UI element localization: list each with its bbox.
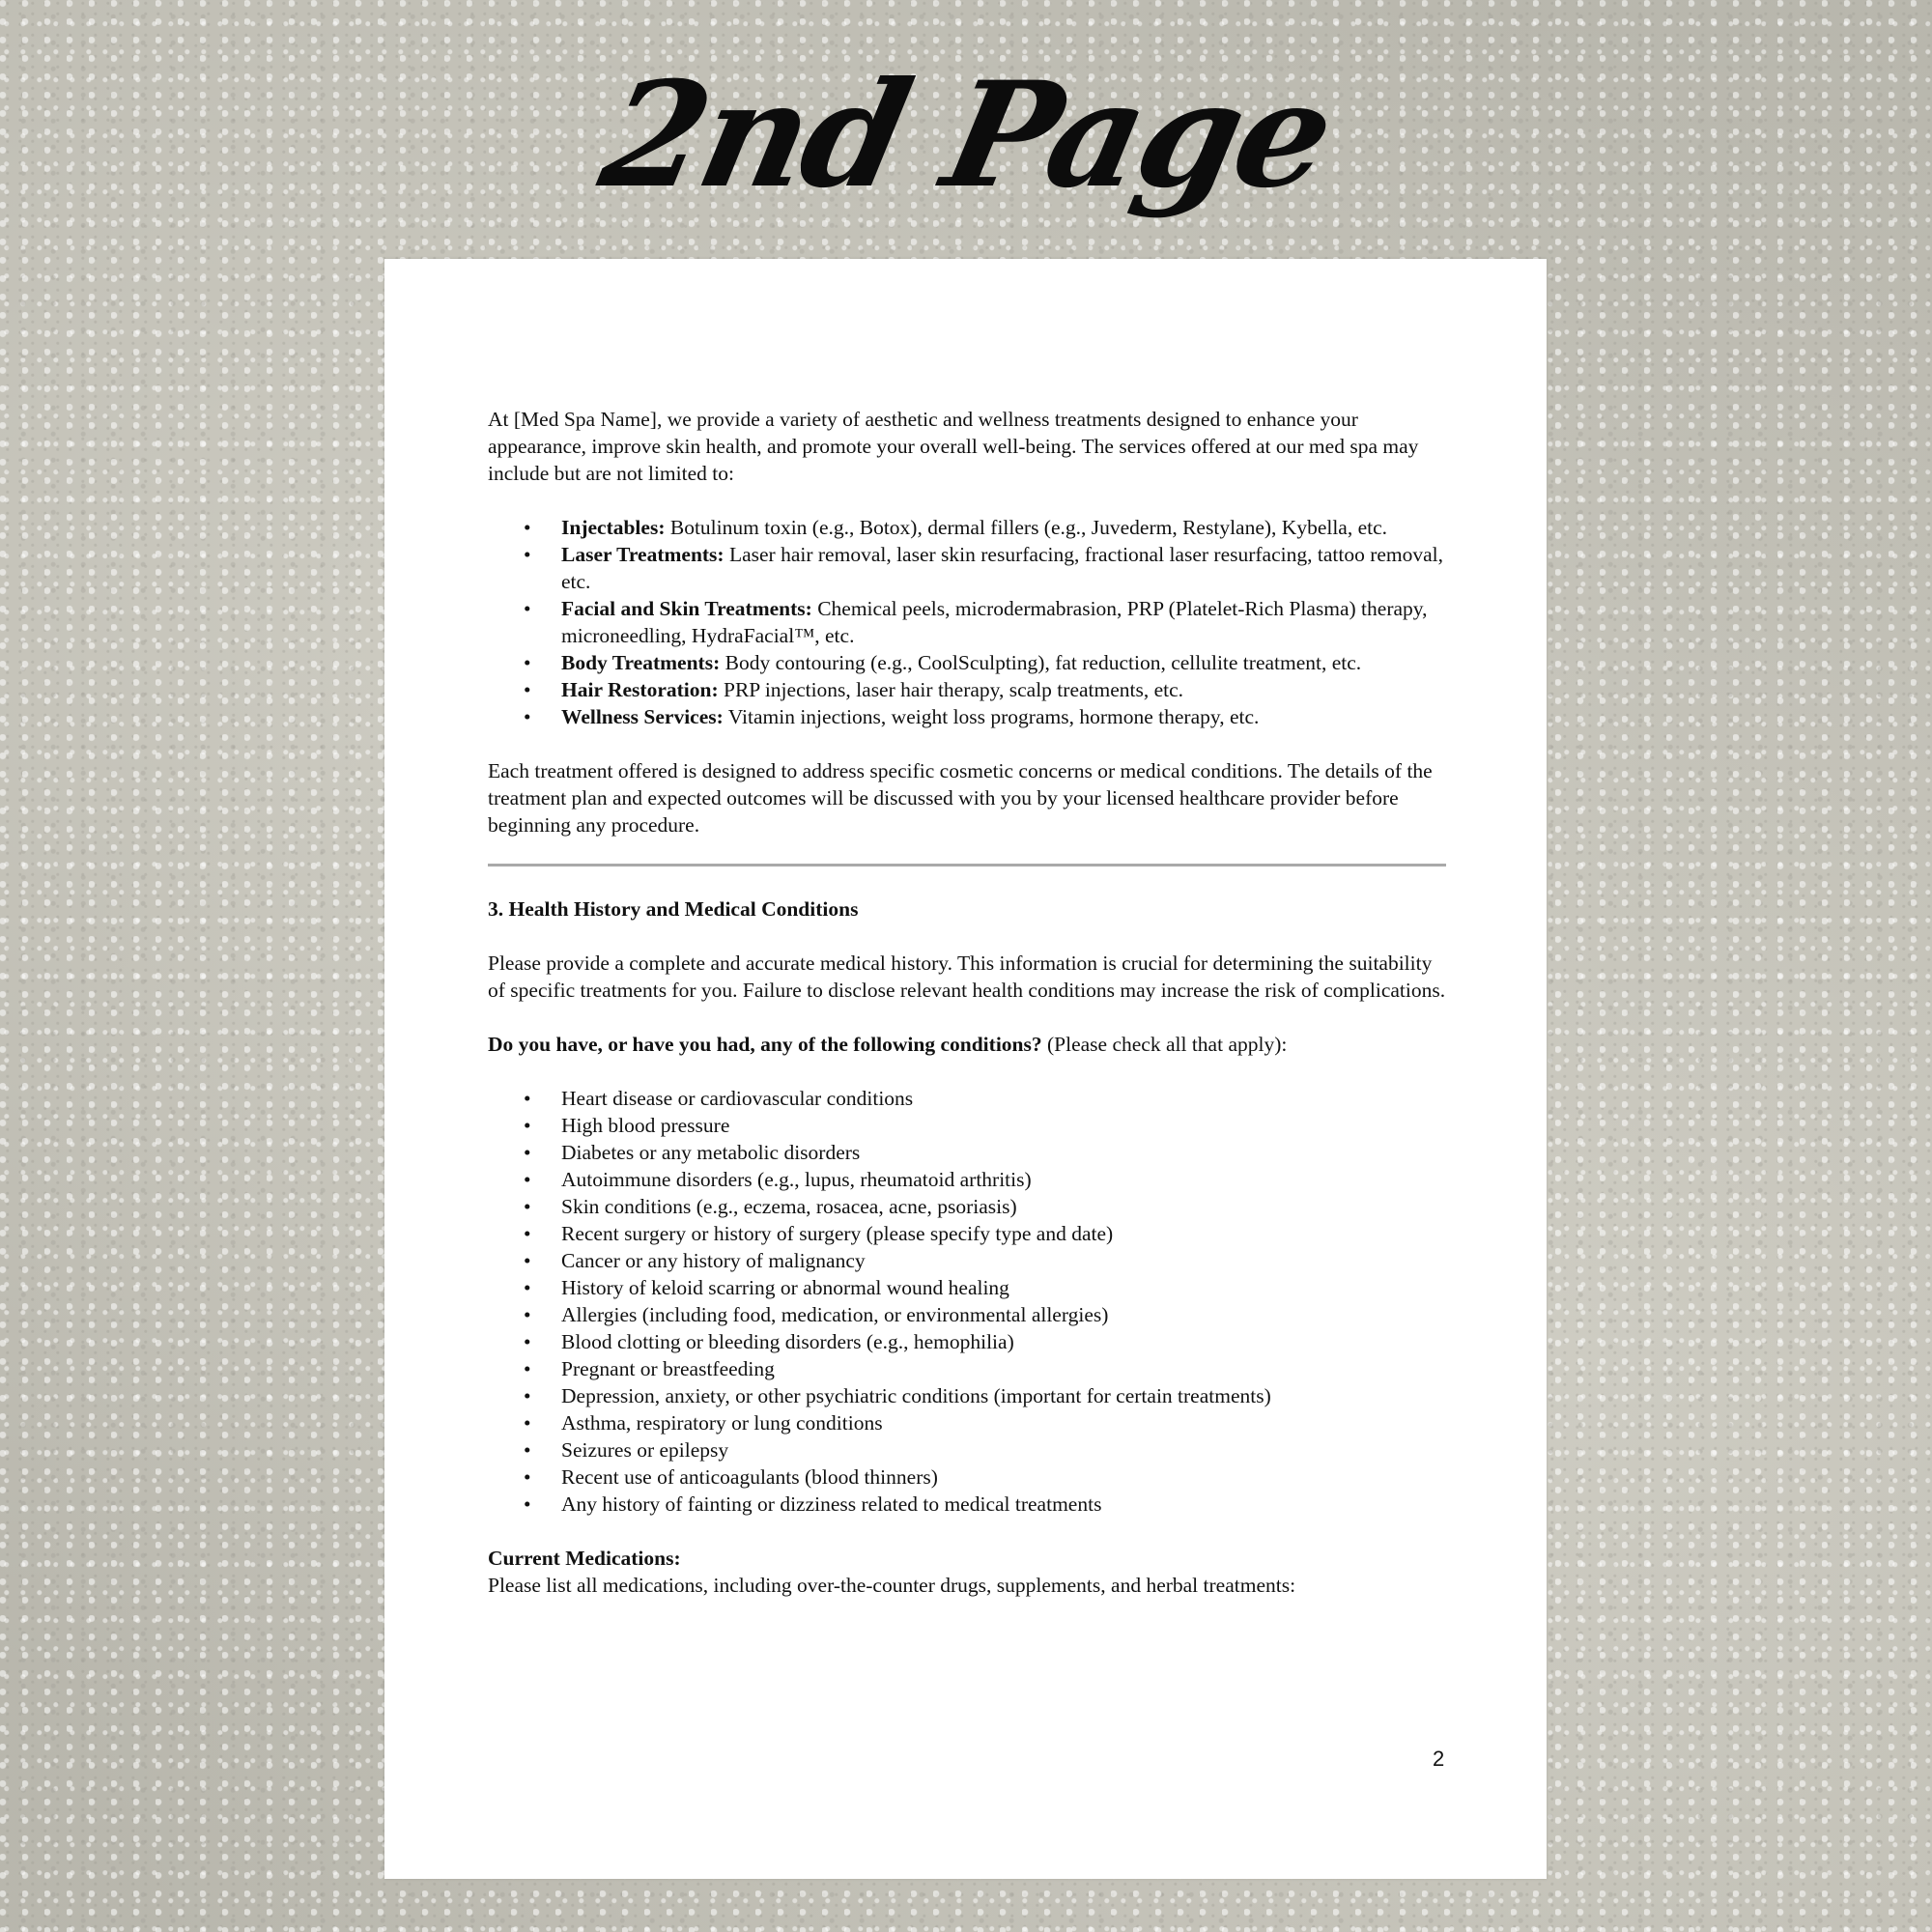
bullet-icon: •: [524, 1276, 531, 1299]
closing-paragraph: Each treatment offered is designed to address specific cosmetic concerns or medical conditions. The details of the treatment plan and expected outcomes will be discussed with you by your licensed healthcare provider before beginning any procedure.: [488, 759, 1433, 837]
condition-text: Seizures or epilepsy: [561, 1438, 729, 1462]
condition-text: Pregnant or breastfeeding: [561, 1357, 775, 1380]
service-label: Injectables:: [561, 516, 666, 539]
bullet-icon: •: [524, 597, 531, 620]
condition-item: [488, 1463, 1446, 1491]
condition-text: Recent use of anticoagulants (blood thinners): [561, 1465, 938, 1489]
condition-item: [488, 1220, 1446, 1247]
condition-text: Any history of fainting or dizziness related to medical treatments: [561, 1492, 1102, 1516]
condition-item: [488, 1355, 1446, 1382]
bullet-icon: •: [524, 1114, 531, 1137]
service-item: [488, 595, 1446, 649]
bullet-icon: •: [524, 1411, 531, 1435]
medications-title-text: Current Medications:: [488, 1547, 681, 1570]
condition-text: Diabetes or any metabolic disorders: [561, 1141, 861, 1164]
section-title: 3. Health History and Medical Conditions: [488, 897, 859, 921]
condition-item: [488, 1409, 1446, 1436]
condition-text: Heart disease or cardiovascular conditions: [561, 1087, 914, 1110]
condition-text: Depression, anxiety, or other psychiatric conditions (important for certain treatments): [561, 1384, 1271, 1407]
services-list: [488, 514, 1446, 730]
condition-text: Autoimmune disorders (e.g., lupus, rheumatoid arthritis): [561, 1168, 1032, 1191]
condition-item: [488, 1247, 1446, 1274]
condition-item: [488, 1139, 1446, 1166]
service-text: PRP injections, laser hair therapy, scalp treatments, etc.: [718, 678, 1184, 701]
service-text: Botulinum toxin (e.g., Botox), dermal fillers (e.g., Juvederm, Restylane), Kybella, etc.: [665, 516, 1388, 539]
condition-text: Recent surgery or history of surgery (please specify type and date): [561, 1222, 1114, 1245]
condition-text: Asthma, respiratory or lung conditions: [561, 1411, 883, 1435]
bullet-icon: •: [524, 1357, 531, 1380]
page-number: 2: [1433, 1747, 1445, 1771]
condition-item: [488, 1328, 1446, 1355]
health-intro-paragraph: Please provide a complete and accurate medical history. This information is crucial for determining the suitability of specific treatments for you. Failure to disclose relevant health conditions may increase the risk of complications.: [488, 952, 1446, 1002]
bullet-icon: •: [524, 1249, 531, 1272]
bullet-icon: •: [524, 1168, 531, 1191]
service-item: [488, 703, 1446, 730]
service-label: Hair Restoration:: [561, 678, 719, 701]
bullet-icon: •: [524, 1465, 531, 1489]
service-label: Facial and Skin Treatments:: [561, 597, 812, 620]
banner-title: 2nd Page: [587, 50, 1345, 220]
question-bold: Do you have, or have you had, any of the following conditions?: [488, 1033, 1042, 1056]
question-rest: (Please check all that apply):: [1041, 1033, 1288, 1056]
conditions-list: [488, 1085, 1446, 1518]
condition-item: [488, 1112, 1446, 1139]
section-divider: [488, 864, 1446, 867]
bullet-icon: •: [524, 651, 531, 674]
condition-text: High blood pressure: [561, 1114, 730, 1137]
document-content: [488, 406, 1446, 1599]
condition-item: [488, 1301, 1446, 1328]
bullet-icon: •: [524, 1195, 531, 1218]
condition-text: Skin conditions (e.g., eczema, rosacea, acne, psoriasis): [561, 1195, 1017, 1218]
condition-item: [488, 1166, 1446, 1193]
document-page: [384, 259, 1547, 1879]
service-item: [488, 649, 1446, 676]
bullet-icon: •: [524, 1330, 531, 1353]
condition-item: [488, 1193, 1446, 1220]
bullet-icon: •: [524, 1492, 531, 1516]
condition-text: History of keloid scarring or abnormal wound healing: [561, 1276, 1009, 1299]
bullet-icon: •: [524, 678, 531, 701]
banner: [0, 19, 1932, 251]
bullet-icon: •: [524, 1438, 531, 1462]
bullet-icon: •: [524, 1222, 531, 1245]
service-text: Body contouring (e.g., CoolSculpting), fat reduction, cellulite treatment, etc.: [720, 651, 1362, 674]
bullet-icon: •: [524, 705, 531, 728]
condition-item: [488, 1491, 1446, 1518]
service-label: Body Treatments:: [561, 651, 721, 674]
condition-item: [488, 1436, 1446, 1463]
intro-paragraph: At [Med Spa Name], we provide a variety of aesthetic and wellness treatments designed to enhance your appearance, improve skin health, and promote your overall well-being. The services offered at our med spa may include but are not limited to:: [488, 408, 1419, 485]
medications-text: Please list all medications, including over-the-counter drugs, supplements, and herbal treatments:: [488, 1574, 1296, 1597]
service-text: Vitamin injections, weight loss programs, hormone therapy, etc.: [723, 705, 1260, 728]
bullet-icon: •: [524, 1384, 531, 1407]
service-text: Laser hair removal, laser skin resurfacing, fractional laser resurfacing, tattoo removal, etc.: [561, 543, 1444, 593]
condition-text: Allergies (including food, medication, or environmental allergies): [561, 1303, 1109, 1326]
service-text: Chemical peels, microdermabrasion, PRP (Platelet-Rich Plasma) therapy, microneedling, HydraFacial™, etc.: [561, 597, 1428, 647]
service-item: [488, 514, 1446, 541]
bullet-icon: •: [524, 1087, 531, 1110]
bullet-icon: •: [524, 1141, 531, 1164]
condition-item: [488, 1085, 1446, 1112]
service-label: Laser Treatments:: [561, 543, 724, 566]
service-item: [488, 541, 1446, 595]
condition-text: Cancer or any history of malignancy: [561, 1249, 866, 1272]
bullet-icon: •: [524, 516, 531, 539]
bullet-icon: •: [524, 1303, 531, 1326]
conditions-question: [488, 1031, 1446, 1058]
bullet-icon: •: [524, 543, 531, 566]
condition-item: [488, 1382, 1446, 1409]
condition-item: [488, 1274, 1446, 1301]
medications-title: [488, 1545, 1446, 1572]
service-label: Wellness Services:: [561, 705, 724, 728]
service-item: [488, 676, 1446, 703]
condition-text: Blood clotting or bleeding disorders (e.g., hemophilia): [561, 1330, 1014, 1353]
